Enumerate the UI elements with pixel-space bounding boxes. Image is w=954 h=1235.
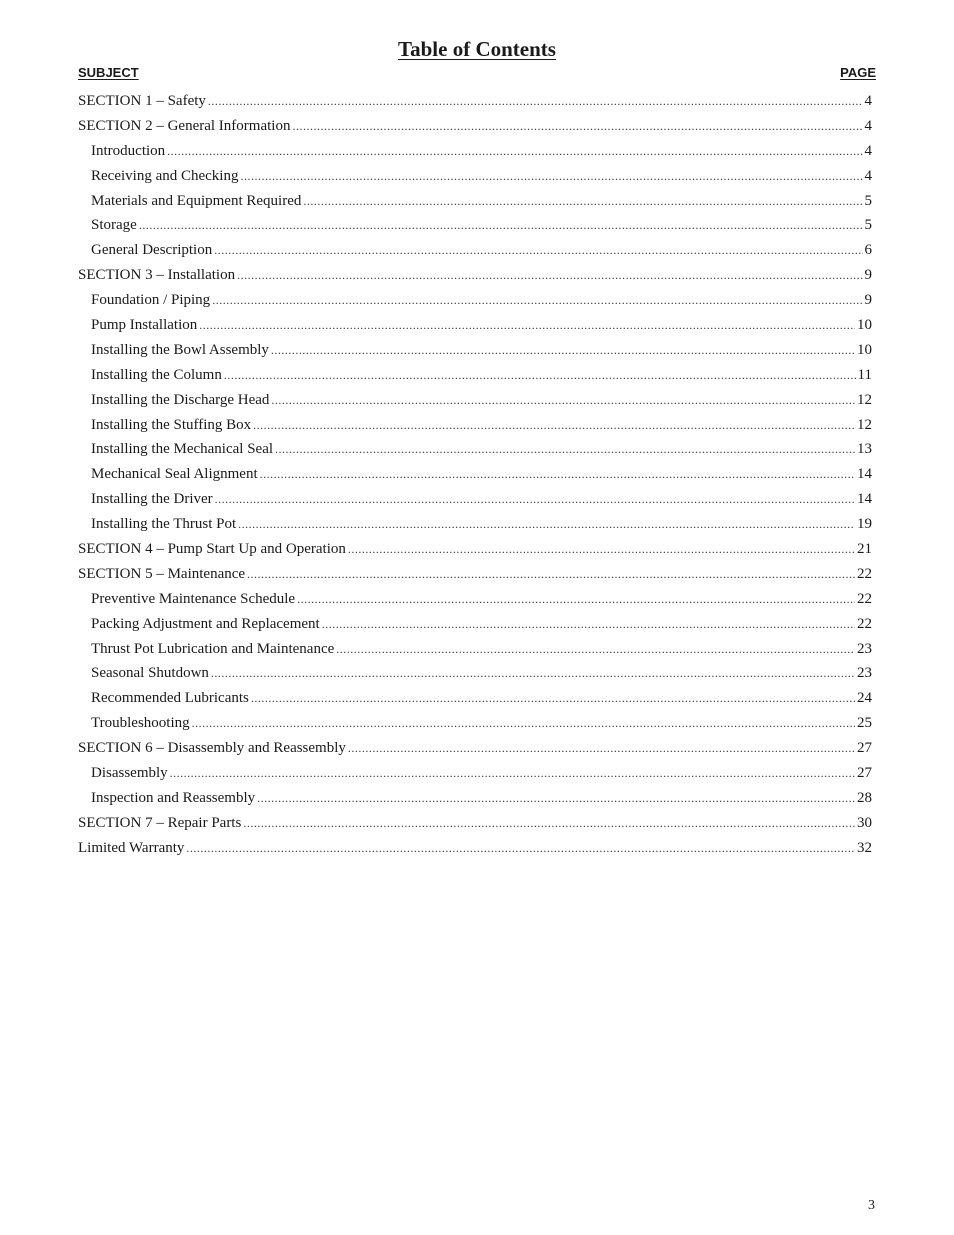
toc-subentry[interactable] <box>78 462 872 487</box>
toc-entry-page-number: 13 <box>857 441 872 458</box>
toc-section-entry[interactable] <box>78 811 872 836</box>
toc-entry-label: SECTION 1 – Safety <box>78 93 206 109</box>
dot-leader <box>303 189 862 213</box>
toc-subentry[interactable] <box>78 189 872 214</box>
toc-entry-page-number: 9 <box>864 267 872 284</box>
toc-entry-label: Thrust Pot Lubrication and Maintenance <box>91 640 335 657</box>
dot-leader <box>224 363 856 387</box>
toc-entry-label: Packing Adjustment and Replacement <box>91 615 320 632</box>
dot-leader <box>167 139 862 163</box>
dot-leader <box>271 388 855 412</box>
toc-section-entry[interactable] <box>78 114 872 139</box>
toc-entry-page-number: 11 <box>857 366 872 383</box>
toc-entry-page-number: 21 <box>857 541 872 558</box>
toc-entry-page-number: 4 <box>864 167 872 184</box>
toc-subentry[interactable] <box>78 711 872 736</box>
dot-leader <box>257 786 855 810</box>
dot-leader <box>322 612 855 636</box>
toc-entry-page-number: 22 <box>857 615 872 632</box>
toc-entry-label: SECTION 2 – General Information <box>78 117 291 134</box>
toc-entry-label: Installing the Discharge Head <box>91 391 270 408</box>
toc-entry-label: Installing the Bowl Assembly <box>91 341 269 358</box>
toc-entry-page-number: 5 <box>864 217 872 234</box>
toc-subentry[interactable] <box>78 213 872 238</box>
toc-entry-label: Storage <box>91 217 137 234</box>
toc-entry-page-number: 22 <box>857 565 872 582</box>
dot-leader <box>260 462 855 486</box>
page-number: 3 <box>868 1198 875 1213</box>
toc-subentry[interactable] <box>78 487 872 512</box>
toc-entry-label: Troubleshooting <box>91 715 190 732</box>
dot-leader <box>199 313 855 337</box>
dot-leader <box>348 537 855 561</box>
dot-leader <box>192 711 855 735</box>
toc-entry-label: Introduction <box>91 142 166 159</box>
dot-leader <box>292 114 862 138</box>
dot-leader <box>251 686 855 710</box>
toc-entry-page-number: 30 <box>857 814 872 831</box>
toc-section-entry[interactable] <box>78 736 872 761</box>
toc-entry-page-number: 10 <box>857 317 872 334</box>
dot-leader <box>336 637 855 661</box>
dot-leader <box>271 338 855 362</box>
toc-subentry[interactable] <box>78 363 872 388</box>
dot-leader <box>215 487 855 511</box>
toc-entry-label: Installing the Stuffing Box <box>91 416 252 433</box>
toc-entry-page-number: 22 <box>857 590 872 607</box>
toc-section-entry[interactable] <box>78 263 872 288</box>
toc-entry-label: Installing the Thrust Pot <box>91 516 237 533</box>
toc-entry-page-number: 4 <box>864 142 872 159</box>
toc-entry-label: SECTION 5 – Maintenance <box>78 565 246 582</box>
dot-leader <box>247 562 855 586</box>
toc-entry-label: General Description <box>91 242 213 259</box>
dot-leader <box>208 89 863 113</box>
toc-entry-label: Mechanical Seal Alignment <box>91 466 258 483</box>
dot-leader <box>243 811 855 835</box>
toc-entry-label: Materials and Equipment Required <box>91 192 302 209</box>
toc-subentry[interactable] <box>78 587 872 612</box>
toc-entry-page-number: 23 <box>857 665 872 682</box>
toc-entry-page-number: 10 <box>857 341 872 358</box>
dot-leader <box>253 413 855 437</box>
toc-subentry[interactable] <box>78 139 872 164</box>
toc-entry-page-number: 25 <box>857 715 872 732</box>
toc-subentry[interactable] <box>78 164 872 189</box>
toc-entry-label: Preventive Maintenance Schedule <box>91 590 296 607</box>
toc-subentry[interactable] <box>78 338 872 363</box>
dot-leader <box>211 661 855 685</box>
toc-subentry[interactable] <box>78 238 872 263</box>
dot-leader <box>186 836 855 860</box>
toc-entry-page-number: 27 <box>857 765 872 782</box>
toc-entry-label: Foundation / Piping <box>91 292 211 309</box>
dot-leader <box>237 263 862 287</box>
toc-subentry[interactable] <box>78 661 872 686</box>
toc-subentry[interactable] <box>78 288 872 313</box>
toc-entry-page-number: 28 <box>857 789 872 806</box>
toc-entry-label: Pump Installation <box>91 317 198 334</box>
toc-entry-label: SECTION 6 – Disassembly and Reassembly <box>78 740 346 757</box>
toc-entry-page-number: 12 <box>857 416 872 433</box>
toc-subentry[interactable] <box>78 413 872 438</box>
toc-entry-page-number: 6 <box>864 242 872 259</box>
toc-entry-label: Inspection and Reassembly <box>91 789 256 806</box>
toc-entry-label: Recommended Lubricants <box>91 690 249 707</box>
toc-subentry[interactable] <box>78 313 872 338</box>
toc-subentry[interactable] <box>78 512 872 537</box>
toc-entry-page-number: 9 <box>864 292 872 309</box>
dot-leader <box>139 213 863 237</box>
dot-leader <box>348 736 855 760</box>
dot-leader <box>212 288 862 312</box>
dot-leader <box>238 512 855 536</box>
toc-entry-page-number: 32 <box>857 839 872 856</box>
toc-entry-label: Installing the Column <box>91 366 222 383</box>
toc-subentry[interactable] <box>78 637 872 662</box>
toc-entry-page-number: 12 <box>857 391 872 408</box>
toc-subentry[interactable] <box>78 786 872 811</box>
toc-subentry[interactable] <box>78 761 872 786</box>
dot-leader <box>297 587 855 611</box>
toc-entry-label: Receiving and Checking <box>91 167 239 184</box>
toc-subentry[interactable] <box>78 437 872 462</box>
toc-entry-page-number: 19 <box>857 516 872 533</box>
subject-column-header: SUBJECT <box>78 65 139 80</box>
toc-entry-label: SECTION 4 – Pump Start Up and Operation <box>78 541 346 558</box>
toc-entry-label: Installing the Driver <box>91 491 213 508</box>
dot-leader <box>214 238 862 262</box>
toc-subentry[interactable] <box>78 686 872 711</box>
toc-section-entry[interactable] <box>78 537 872 562</box>
toc-section-entry[interactable] <box>78 836 872 861</box>
toc-entry-page-number: 24 <box>857 690 872 707</box>
toc-subentry[interactable] <box>78 388 872 413</box>
dot-leader <box>170 761 855 785</box>
toc-entry-page-number: 4 <box>864 93 872 109</box>
toc-entry-page-number: 14 <box>857 466 872 483</box>
toc-subentry[interactable] <box>78 612 872 637</box>
table-of-contents-list <box>78 89 872 861</box>
toc-section-entry[interactable] <box>78 89 872 114</box>
page-title: Table of Contents <box>398 37 556 61</box>
toc-entry-label: Limited Warranty <box>78 839 185 856</box>
toc-entry-page-number: 14 <box>857 491 872 508</box>
toc-entry-label: SECTION 3 – Installation <box>78 267 236 284</box>
toc-entry-label: SECTION 7 – Repair Parts <box>78 814 242 831</box>
toc-entry-page-number: 4 <box>864 117 872 134</box>
toc-entry-label: Installing the Mechanical Seal <box>91 441 274 458</box>
toc-entry-label: Disassembly <box>91 765 168 782</box>
dot-leader <box>275 437 855 461</box>
toc-entry-page-number: 23 <box>857 640 872 657</box>
dot-leader <box>240 164 862 188</box>
toc-section-entry[interactable] <box>78 562 872 587</box>
toc-entry-page-number: 27 <box>857 740 872 757</box>
page-column-header: PAGE <box>840 65 876 80</box>
toc-entry-label: Seasonal Shutdown <box>91 665 209 682</box>
toc-entry-page-number: 5 <box>864 192 872 209</box>
